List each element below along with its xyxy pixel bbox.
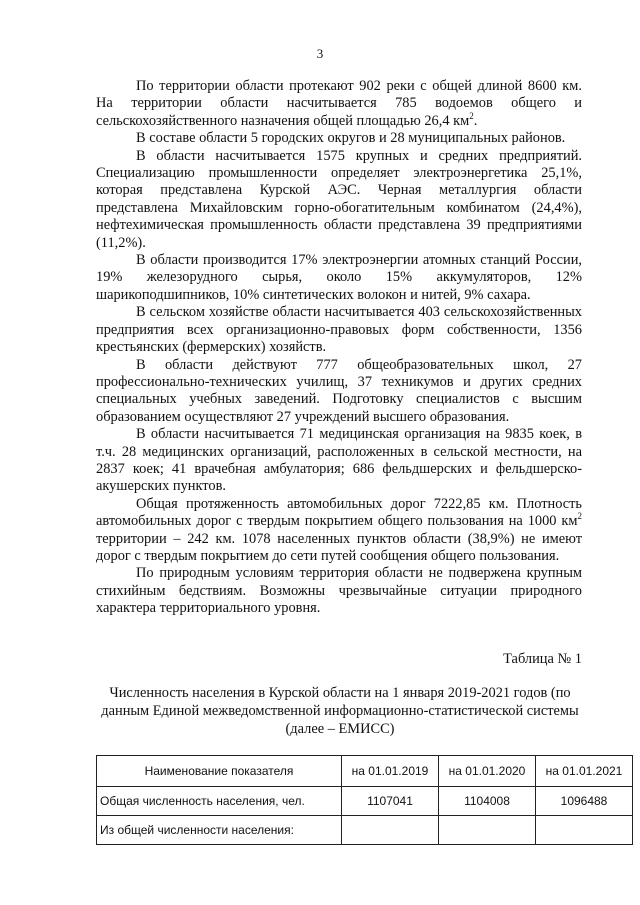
paragraph-production: В области производится 17% электроэнергии атомных станций России, 19% железорудного сырья, около 15% аккумуляторов, 12% шарикоподшипников, 10% синтетических волокон и нитей, 9% сахара. <box>96 252 582 303</box>
table-cell: Из общей численности населения: <box>97 816 342 845</box>
table-row <box>97 816 633 845</box>
table-cell: 1096488 <box>536 787 633 816</box>
header-2021: на 01.01.2021 <box>536 756 633 787</box>
table-header-row <box>97 756 633 787</box>
paragraph-districts: В составе области 5 городских округов и 28 муниципальных районов. <box>136 130 566 147</box>
body-text <box>96 78 582 618</box>
paragraph-rivers: По территории области протекают 902 реки с общей длиной 8600 км. На территории области насчитывается 785 водоемов общего и сельскохозяйственного назначения общей площадью 26,4 $км^2$. <box>96 78 582 129</box>
paragraph-nature: По природным условиям территория области не подвержена крупным стихийным бедствиям. Возможны чрезвычайные ситуации природного характера территориального уровня. <box>96 565 582 617</box>
header-indicator: Наименование показателя <box>97 756 342 787</box>
table-cell <box>439 816 536 845</box>
header-2019: на 01.01.2019 <box>342 756 439 787</box>
paragraph-roads: Общая протяженность автомобильных дорог 7222,85 км. Плотность автомобильных дорог с твердым покрытием общего пользования на 1000 $км^2$ территории – 242 км. 1078 населенных пунктов области (38,9%) не имеют дорог с твердым покрытием до сети путей сообщения общего пользования. <box>96 495 582 564</box>
table-label: Таблица № 1 <box>503 651 582 667</box>
population-table <box>96 755 633 845</box>
header-2020: на 01.01.2020 <box>439 756 536 787</box>
table-cell: 1104008 <box>439 787 536 816</box>
table-cell <box>536 816 633 845</box>
table-cell: 1107041 <box>342 787 439 816</box>
paragraph-education: В области действуют 777 общеобразовательных школ, 27 профессионально-технических училищ, 37 техникумов и других средних специальных учебных заведений. Подготовку специалистов с высшим образованием осуществляют 27 учреждений высшего образования. <box>96 356 582 425</box>
table-cell <box>342 816 439 845</box>
paragraph-industry: В области насчитывается 1575 крупных и средних предприятий. Специализацию промышленности определяет электроэнергетика 25,1%, которая представлена Курской АЭС. Черная металлургия области представлена Михайловским горно-обогатительным комбинатом (24,4%), нефтехимическая промышленность области представлена 39 предприятиями (11,2%). <box>96 147 582 251</box>
page-number: 3 <box>316 46 324 61</box>
table-row <box>97 787 633 816</box>
table-title: Численность населения в Курской области на 1 января 2019-2021 годов (по данным Единой межведомственной информационно-статистической системы (далее – ЕМИСС) <box>101 685 579 737</box>
table-cell: Общая численность населения, чел. <box>97 787 342 816</box>
paragraph-medicine: В области насчитывается 71 медицинская организация на 9835 коек, в т.ч. 28 медицинских организаций, расположенных в сельской местности, на 2837 коек; 41 врачебная амбулатория; 686 фельдшерских и фельдшерско-акушерских пунктов. <box>96 426 582 495</box>
paragraph-agriculture: В сельском хозяйстве области насчитывается 403 сельскохозяйственных предприятия всех организационно-правовых форм собственности, 1356 крестьянских (фермерских) хозяйств. <box>96 304 582 356</box>
